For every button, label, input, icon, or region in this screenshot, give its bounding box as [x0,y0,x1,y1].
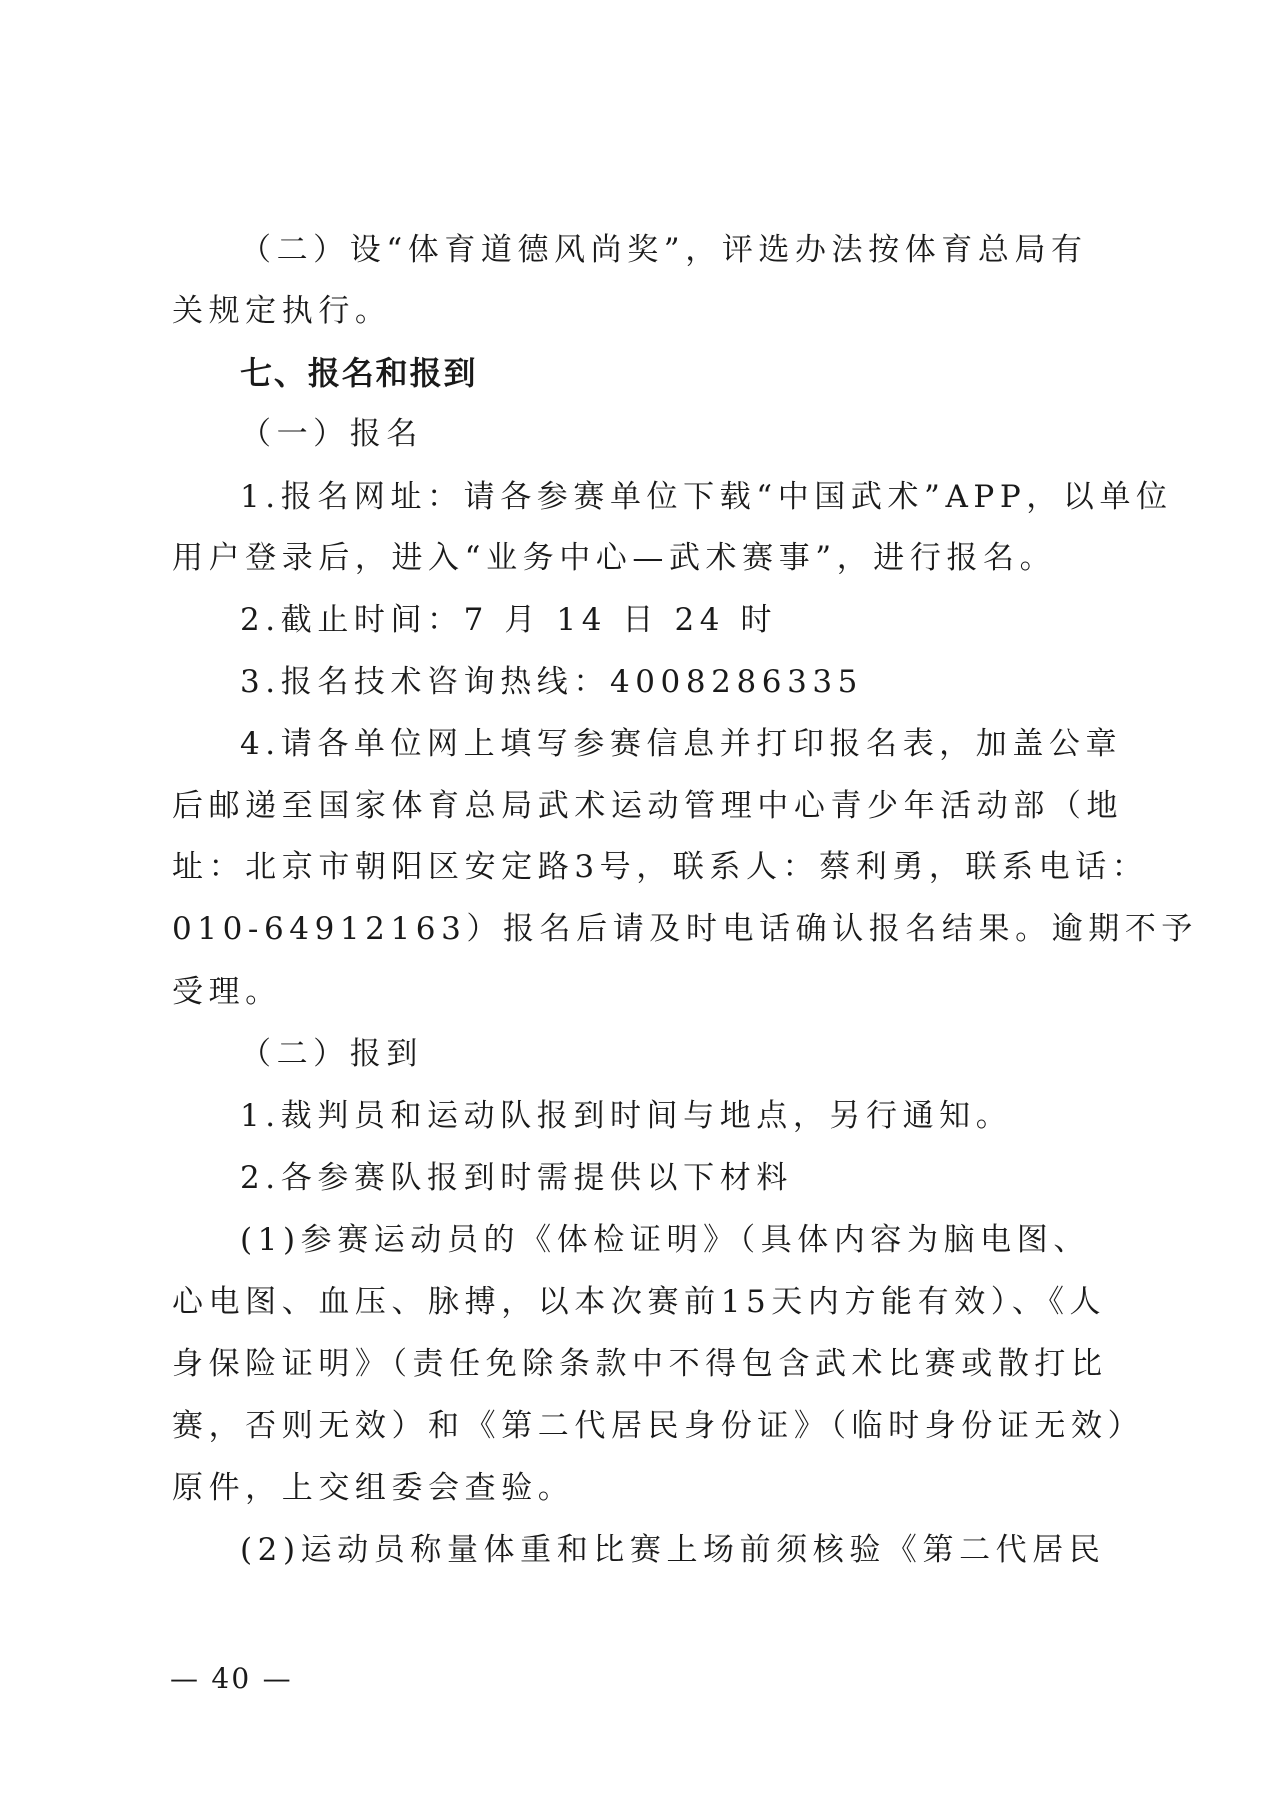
item-check-in-time: 1.裁判员和运动队报到时间与地点，另行通知。 [240,1098,1013,1134]
paragraph-award-line-2: 关规定执行。 [172,293,392,329]
item-materials: 2.各参赛队报到时需提供以下材料 [240,1160,793,1196]
subitem-1-line-3: 身保险证明》（责任免除条款中不得包含武术比赛或散打比 [172,1346,1108,1382]
subheading-registration: （一）报名 [240,416,423,452]
section-heading-registration: 七、报名和报到 [240,354,478,392]
item-mail-line-1: 4.请各单位网上填写参赛信息并打印报名表，加盖公章 [240,726,1123,762]
subitem-1-line-4: 赛，否则无效）和《第二代居民身份证》（临时身份证无效） [172,1408,1145,1444]
item-website-line-1: 1.报名网址：请各参赛单位下载“中国武术”APP，以单位 [240,479,1173,515]
item-mail-line-5: 受理。 [172,974,282,1010]
subheading-check-in: （二）报到 [240,1036,423,1072]
subitem-1-line-5: 原件，上交组委会查验。 [172,1470,575,1506]
item-website-line-2: 用户登录后，进入“业务中心—武术赛事”，进行报名。 [172,540,1057,576]
item-mail-line-2: 后邮递至国家体育总局武术运动管理中心青少年活动部（地 [172,788,1124,824]
subitem-2-line-1: (2)运动员称量体重和比赛上场前须核验《第二代居民 [240,1532,1106,1568]
item-deadline: 2.截止时间：7 月 14 日 24 时 [240,602,778,638]
item-mail-line-3: 址：北京市朝阳区安定路3号，联系人：蔡利勇，联系电话： [172,849,1149,885]
item-hotline: 3.报名技术咨询热线：4008286335 [240,664,863,700]
paragraph-award-line-1: （二）设“体育道德风尚奖”，评选办法按体育总局有 [240,232,1088,268]
subitem-1-line-2: 心电图、血压、脉搏，以本次赛前15天内方能有效）、《人 [172,1284,1107,1320]
subitem-1-line-1: (1)参赛运动员的《体检证明》（具体内容为脑电图、 [240,1222,1090,1258]
item-mail-line-4: 010-64912163）报名后请及时电话确认报名结果。逾期不予 [172,911,1198,947]
page-number: — 40 — [170,1662,293,1695]
